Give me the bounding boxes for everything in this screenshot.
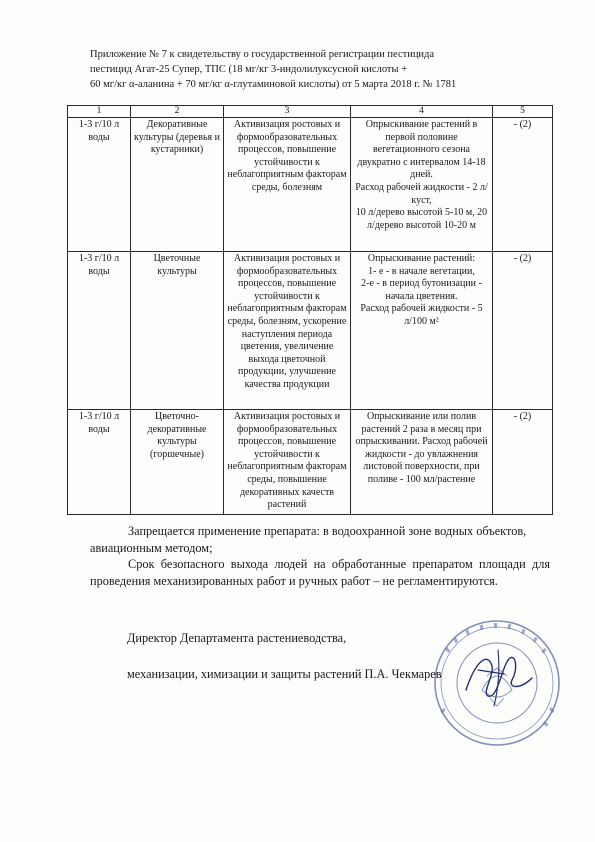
column-number: 4 (351, 106, 493, 118)
purpose-cell: Активизация ростовых и формообразовательных процессов, повышение устойчивости к неблагоприятным факторам среды, повышение декоративных качеств растений (224, 410, 351, 515)
purpose-cell: Активизация ростовых и формообразовательных процессов, повышение устойчивости к неблагоприятным факторам среды, болезням, ускорение наступления периода цветения, увеличение выхода цветочной продукции, улучшение качества продукции (224, 252, 351, 410)
method-line: Расход рабочей жидкости - 5 л/100 м² (360, 303, 483, 327)
header-line-1: Приложение № 7 к свидетельству о государственной регистрации пестицида (90, 49, 435, 60)
restrictions-notes (90, 523, 550, 589)
crop-cell: Декоративные культуры (деревья и кустарники) (131, 118, 224, 252)
signatory-department: механизации, химизации и защиты растений П.А. Чекмарев (127, 667, 442, 681)
waiting-period-cell: - (2) (493, 410, 553, 515)
method-cell (351, 252, 493, 410)
waiting-period-cell: - (2) (493, 252, 553, 410)
crop-cell: Цветочные культуры (131, 252, 224, 410)
document-header (90, 47, 542, 92)
waiting-period-cell: - (2) (493, 118, 553, 252)
table-row (68, 118, 553, 252)
method-line: Опрыскивание или полив растений 2 раза в месяц при опрыскивании. Расход рабочей жидкости - до увлажнения листовой поверхности, при поливе - 100 мл/растение (355, 411, 488, 485)
method-line: Опрыскивание растений в первой половине вегетационного сезона двукратно с интервалом 14-18 дней. (357, 119, 486, 181)
column-number: 2 (131, 106, 224, 118)
table-row (68, 252, 553, 410)
column-number: 5 (493, 106, 553, 118)
method-line: 1- е - в начале вегетации, (368, 265, 475, 277)
method-line: Опрыскивание растений: (367, 253, 476, 264)
method-cell (351, 410, 493, 515)
column-number: 3 (224, 106, 351, 118)
rate-cell: 1-3 г/10 л воды (68, 118, 131, 252)
purpose-cell: Активизация ростовых и формообразовательных процессов, повышение устойчивости к неблагоприятным факторам среды, болезням (224, 118, 351, 252)
method-line: 10 л/дерево высотой 5-10 м, 20 л/дерево высотой 10-20 м (355, 207, 488, 231)
signatory-title: Директор Департамента растениеводства, (127, 631, 347, 645)
rate-cell: 1-3 г/10 л воды (68, 252, 131, 410)
header-line-3: 60 мг/кг α-аланина + 70 мг/кг α-глутаминовой кислоты) от 5 марта 2018 г. № 1781 (90, 79, 457, 90)
safety-note: Срок безопасного выхода людей на обработанные препаратом площади для проведения механизированных работ и ручных работ – не регламентируются. (90, 557, 550, 588)
header-line-2: пестицид Агат-25 Супер, ТПС (18 мг/кг 3-индолилуксусной кислоты + (90, 64, 408, 75)
rate-cell: 1-3 г/10 л воды (68, 410, 131, 515)
table-row (68, 410, 553, 515)
method-cell (351, 118, 493, 252)
prohibition-note: Запрещается применение препарата: в водоохранной зоне водных объектов, авиационным методом; (90, 524, 527, 555)
crop-cell: Цветочно-декоративные культуры (горшечные) (131, 410, 224, 515)
handwritten-signature-icon (458, 640, 538, 710)
table-header-row (68, 106, 553, 118)
method-line: 2-е - в период бутонизации - начала цветения. (361, 278, 482, 302)
method-line: Расход рабочей жидкости - 2 л/куст, (355, 181, 488, 206)
column-number: 1 (68, 106, 131, 118)
application-rates-table (67, 105, 553, 515)
